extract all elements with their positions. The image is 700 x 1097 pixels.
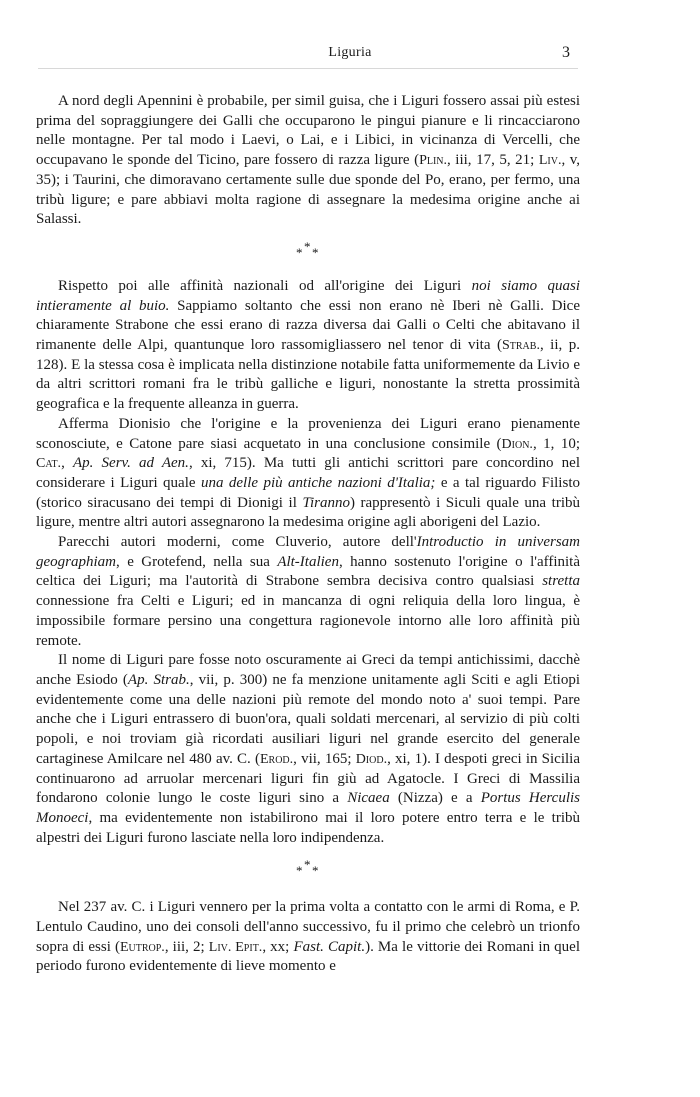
paragraph-2: Rispetto poi alle affinità nazionali od all'origine dei Liguri noi siamo quasi intieramente al buio. Sappiamo soltanto che essi non erano nè Iberi nè Galli. Dice chiaramente Strabone che essi erano di razza diversa dai Galli o Celti che abitavano il rimanente delle Alpi, quantunque loro rassomigliassero nel tenor di vita (Strab., ii, p. 128). E la stessa cosa è implicata nella distinzione notabile fatta uniformemente da Livio e da altri scrittori romani fra le tribù galliche e liguri, nonostante la stretta prossimità geografica e la frequente alleanza in guerra. [36,277,581,413]
italic-phrase: una delle più antiche nazioni d'Italia; [200,474,436,491]
citation: Eutrop. [119,939,165,955]
section-separator: * * * [296,857,319,879]
citation: Strab. [501,338,540,354]
paragraph-5: Il nome di Liguri pare fosse noto oscuramente ai Greci da tempi antichissimi, dacchè anche Esiodo (Ap. Strab., vii, p. 300) ne fa menzione unitamente agli Sciti e agli Etiopi evidentemente come una delle nazioni più remote del mondo noto a' suoi tempi. Pare anche che i Liguri entrassero di buon'ora, quali soldati mercenari, al servizio di più colti popoli, e noi troviam già ricordati ausiliari liguri nel grande esercito del generale cartaginese Amilcare nel 480 av. C. (Erod., vii, 165; Diod., xi, 1). I despoti greci in Sicilia continuarono ad arruolar mercenari liguri fin giù ad Agatocle. I Greci di Massilia fondarono colonie lungo le coste liguri sino a Nicaea (Nizza) e a Portus Herculis Monoeci, ma evidentemente non istabilirono mai il loro potere entro terra e le tribù alpestri dei Liguri furono lasciate nella loro indipendenza. [36,652,581,846]
paragraph-4: Parecchi autori moderni, come Cluverio, autore dell'Introductio in universam geographiam, e Grotefend, nella sua Alt-Italien, hanno sostenuto l'origine o l'affinità celtica dei Liguri; ma l'autorità di Strabone sembra decisiva contro qualsiasi stretta connessione fra Celti e Liguri; ed in mancanza di ogni reliquia della loro lingua, è impossibile formare persino una congettura ragionevole intorno alle loro affinità più remote. [36,534,581,649]
italic-phrase: Fast. Capit. [293,938,366,955]
italic-phrase: Introductio in universam geographiam [36,534,581,570]
paragraph-6: Nel 237 av. C. i Liguri vennero per la prima volta a contatto con le armi di Roma, e P. Lentulo Caudino, uno dei consoli dell'anno successivo, fu il primo che celebrò un trionfo sopra di essi (Eutrop., iii, 2; Liv. Epit., xx; Fast. Capit.). Ma le vittorie dei Romani in quel periodo furono evidentemente di lieve momento e [36,899,581,975]
italic-phrase: Ap. Strab. [127,671,190,688]
running-title: Liguria [328,45,372,60]
italic-phrase: stretta [542,573,580,590]
italic-phrase: Ap. Serv. ad Aen. [72,455,189,472]
body-text [36,92,580,977]
citation: Cat. [36,456,62,472]
paragraph-1: A nord degli Apennini è probabile, per simil guisa, che i Liguri fossero assai più estesi prima del sopraggiungere dei Galli che occuparono le pingui pianure e li rincacciarono nelle montagne. Per tal modo i Laevi, o Lai, e i Libici, in vicinanza di Vercelli, che occupavano le sponde del Ticino, pare fossero di razza ligure (Plin., iii, 17, 5, 21; Liv., v, 35); i Taurini, che dimoravano certamente sulle due sponde del Po, erano, per fermo, una tribù ligure; e pare abbiavi molta ragione di assegnare la medesima origine anche ai Salassi. [36,93,581,228]
paragraph-3: Afferma Dionisio che l'origine e la provenienza dei Liguri erano pienamente sconosciute, e Catone pare siasi acquetato in una conclusione consimile (Dion., 1, 10; Cat., Ap. Serv. ad Aen., xi, 715). Ma tutti gli antichi scrittori pare concordino nel considerare i Liguri quale una delle più antiche nazioni d'Italia; e a tal riguardo Filisto (storico siracusano dei tempi di Dionigi il Tiranno) rappresentò i Siculi quale una tribù ligure, mentre altri autori assegnarono la medesima origine agli aborigeni del Lazio. [36,415,580,531]
italic-phrase: Tiranno [302,494,350,511]
citation: Diod. [355,751,388,767]
citation: Erod. [259,751,294,767]
page-number: 3 [562,44,570,61]
section-separator: * * * [296,238,319,260]
citation: Plin. [419,153,448,169]
citation: Liv. Epit. [208,939,263,955]
italic-phrase: noi siamo quasi intieramente al buio. [36,277,580,314]
citation: Dion. [501,436,533,452]
header-rule [38,68,578,69]
italic-phrase: Portus Herculis Monoeci [36,790,581,826]
citation: Liv. [538,153,562,169]
italic-phrase: Alt-Italien [277,553,339,570]
italic-phrase: Nicaea [347,790,390,807]
